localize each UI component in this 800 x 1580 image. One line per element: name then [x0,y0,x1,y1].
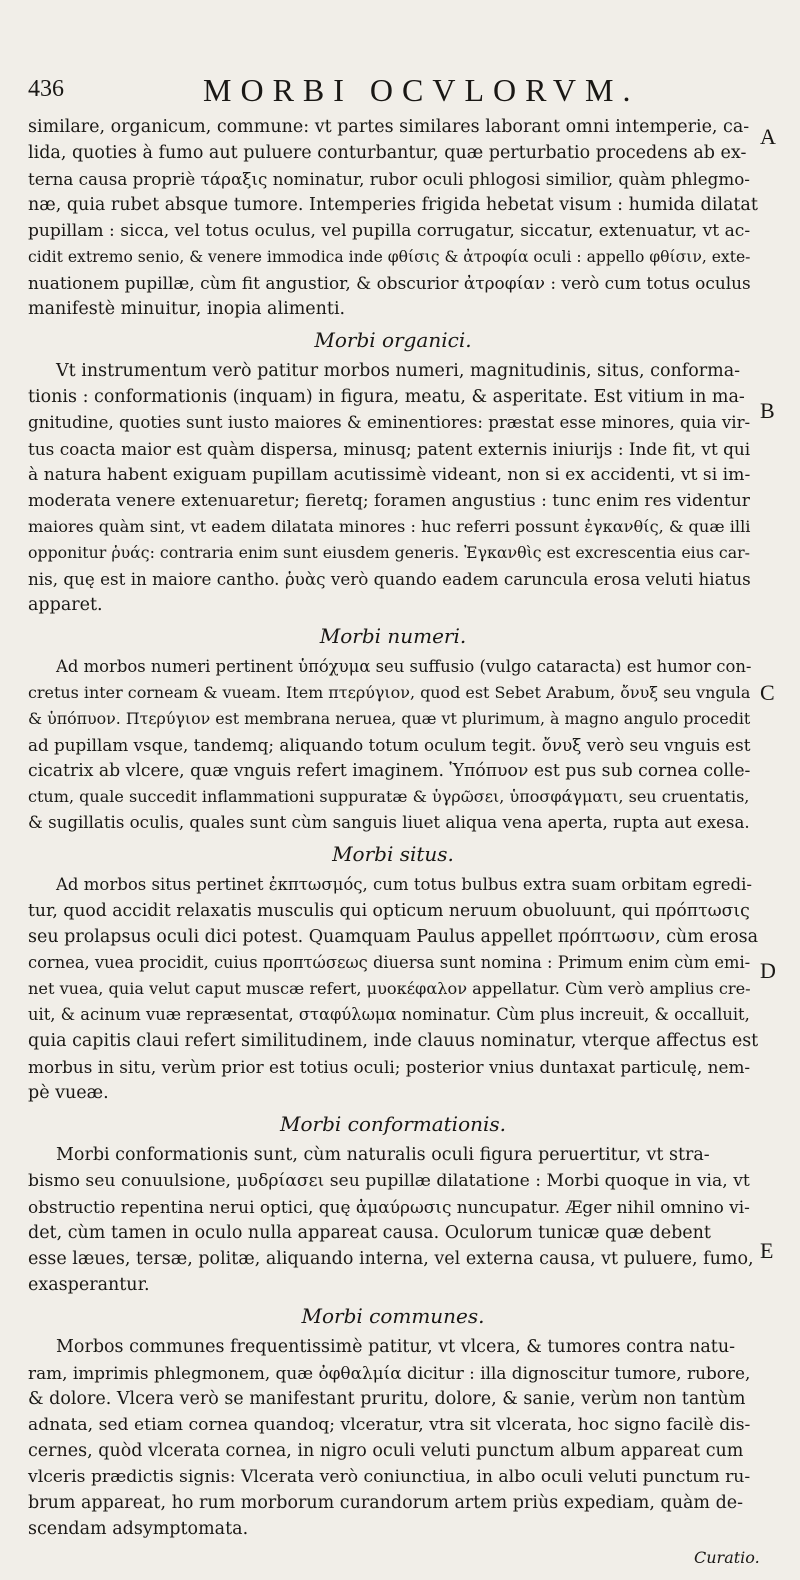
text-line: ctum, quale succedit inflammationi suppuratæ & ὑγρῶσει, ὑποσφάγματι, seu cruentatis, [28,787,750,806]
text-line: det, cùm tamen in oculo nulla appareat causa. Oculorum tunicæ quæ debent [28,1223,711,1243]
text-line: quia capitis claui refert similitudinem, inde clauus nominatur, vterque affectus est [28,1031,759,1051]
text-line: tur, quod accidit relaxatis musculis qui opticum neruum obuoluunt, qui πρόπτωσις [28,901,750,921]
section-heading: Morbi organici. [314,328,472,352]
text-line: bismo seu conuulsione, μυδρίασει seu pupillæ dilatatione : Morbi quoque in via, vt [28,1171,750,1191]
text-line: scendam adsymptomata. [28,1519,249,1539]
section-morbi-communes [28,1298,758,1542]
text-line: lida, quoties à fumo aut puluere conturbantur, quæ perturbatio procedens ab ex- [28,143,747,163]
text-line: Vt instrumentum verò patitur morbos numeri, magnitudinis, situs, conforma- [56,361,741,381]
running-title: MORBI OCVLORVM. [203,72,640,108]
text-line: cidit extremo senio, & venere immodica inde φθίσις & ἀτροφία oculi : appello φθίσιν, exte- [28,248,751,266]
catchword: Curatio. [694,1548,760,1567]
text-line: opponitur ῥυάς: contraria enim sunt eiusdem generis. Ἐγκανθὶς est excrescentia eius car- [28,543,750,562]
text-line: Morbos communes frequentissimè patitur, vt vlcera, & tumores contra natu- [56,1337,736,1357]
text-line: nis, quę est in maiore cantho. ῥυὰς verò quando eadem caruncula erosa veluti hiatus [28,569,751,589]
section-morbi-situs [28,836,758,1106]
section-morbi-organici [28,322,758,618]
text-line: & ὑπόπυον. Πτερύγιον est membrana neruea, quæ vt plurimum, à magno angulo procedit [28,709,751,728]
text-line: à natura habent exiguam pupillam acutissimè videant, non si ex accidenti, vt si im- [28,465,751,485]
section-heading: Morbi situs. [332,842,454,866]
text-line: moderata venere extenuaretur; fieretq; foramen angustius : tunc enim res videntur [28,491,750,511]
text-line: pè vueæ. [28,1083,109,1103]
text-line: & dolore. Vlcera verò se manifestant pruritu, dolore, & sanie, verùm non tantùm [28,1389,746,1409]
section-heading: Morbi conformationis. [279,1112,507,1136]
section-intro [28,114,758,322]
text-line: uit, & acinum vuæ repræsentat, σταφύλωμα nominatur. Cùm plus increuit, & occalluit, [28,1005,750,1024]
text-line: similare, organicum, commune: vt partes similares laborant omni intemperie, ca- [28,117,750,137]
text-line: gnitudine, quoties sunt iusto maiores & eminentiores: præstat esse minores, quia vir- [28,413,751,432]
text-line: cretus inter corneam & vueam. Item πτερύγιον, quod est Sebet Arabum, ὄνυξ seu vngula [28,683,751,702]
text-line: esse læues, tersæ, politæ, aliquando interna, vel externa causa, vt puluere, fumo, [28,1249,754,1269]
text-line: cicatrix ab vlcere, quæ vnguis refert imaginem. Ὑπόπυον est pus sub cornea colle- [28,761,751,781]
text-line: terna causa propriè τάραξις nominatur, rubor oculi phlogosi similior, quàm phlegmo- [28,169,750,189]
margin-letter-e: E [760,1238,774,1263]
text-line: exasperantur. [28,1275,150,1295]
main-text [28,114,758,1542]
section-heading: Morbi numeri. [319,624,467,648]
page-number: 436 [28,76,64,102]
margin-letter-d: D [760,958,776,983]
text-line: pupillam : sicca, vel totus oculus, vel pupilla corrugatur, siccatur, extenuatur, vt ac- [28,221,751,241]
text-line: manifestè minuitur, inopia alimenti. [28,299,346,319]
margin-letter-c: C [760,680,775,705]
text-line: cernes, quòd vlcerata cornea, in nigro oculi veluti punctum album appareat cum [28,1441,744,1461]
text-line: cornea, vuea procidit, cuius προπτώσεως diuersa sunt nomina : Primum enim cùm emi- [28,953,751,972]
section-heading: Morbi communes. [301,1304,485,1328]
section-morbi-conformationis [28,1106,758,1298]
text-line: næ, quia rubet absque tumore. Intemperies frigida hebetat visum : humida dilatat [28,195,758,215]
text-line: Ad morbos numeri pertinent ὑπόχυμα seu suffusio (vulgo cataracta) est humor con- [56,657,752,676]
text-line: tus coacta maior est quàm dispersa, minusq; patent externis iniurijs : Inde fit, vt qui [28,439,751,459]
margin-letter-a: A [760,124,776,149]
section-morbi-numeri [28,618,758,836]
page-header [28,72,728,112]
text-line: seu prolapsus oculi dici potest. Quamquam Paulus appellet πρόπτωσιν, cùm erosa [28,927,759,947]
text-line: ad pupillam vsque, tandemq; aliquando totum oculum tegit. ὄνυξ verò seu vnguis est [28,735,751,755]
text-line: maiores quàm sint, vt eadem dilatata minores : huc referri possunt ἐγκανθίς, & quæ illi [28,517,751,536]
text-line: vlceris prædictis signis: Vlcerata verò coniunctiua, in albo oculi veluti punctum ru- [28,1467,751,1487]
text-line: Morbi conformationis sunt, cùm naturalis oculi figura peruertitur, vt stra- [56,1145,710,1165]
margin-letter-b: B [760,398,775,423]
text-line: nuationem pupillæ, cùm fit angustior, & obscurior ἀτροφίαν : verò cum totus oculus [28,273,751,293]
text-line: apparet. [28,595,103,615]
text-line: ram, imprimis phlegmonem, quæ ὀφθαλμία dicitur : illa dignoscitur tumore, rubore, [28,1363,751,1383]
text-line: Ad morbos situs pertinet ἐκπτωσμός, cum totus bulbus extra suam orbitam egredi- [56,875,752,894]
text-line: net vuea, quia velut caput muscæ refert, μυοκέφαλον appellatur. Cùm verò amplius cre- [28,979,751,998]
text-line: & sugillatis oculis, quales sunt cùm sanguis liuet aliqua vena aperta, rupta aut exesa. [28,813,750,832]
text-line: adnata, sed etiam cornea quandoq; vlceratur, vtra sit vlcerata, hoc signo facilè dis- [28,1415,751,1435]
text-line: obstructio repentina nerui optici, quę ἀμαύρωσις nuncupatur. Æger nihil omnino vi- [28,1197,750,1217]
text-line: tionis : conformationis (inquam) in figura, meatu, & asperitate. Est vitium in ma- [28,387,745,407]
text-line: morbus in situ, verùm prior est totius oculi; posterior vnius duntaxat particulę, nem- [28,1057,751,1077]
text-line: brum appareat, ho rum morborum curandorum artem priùs expediam, quàm de- [28,1493,744,1513]
